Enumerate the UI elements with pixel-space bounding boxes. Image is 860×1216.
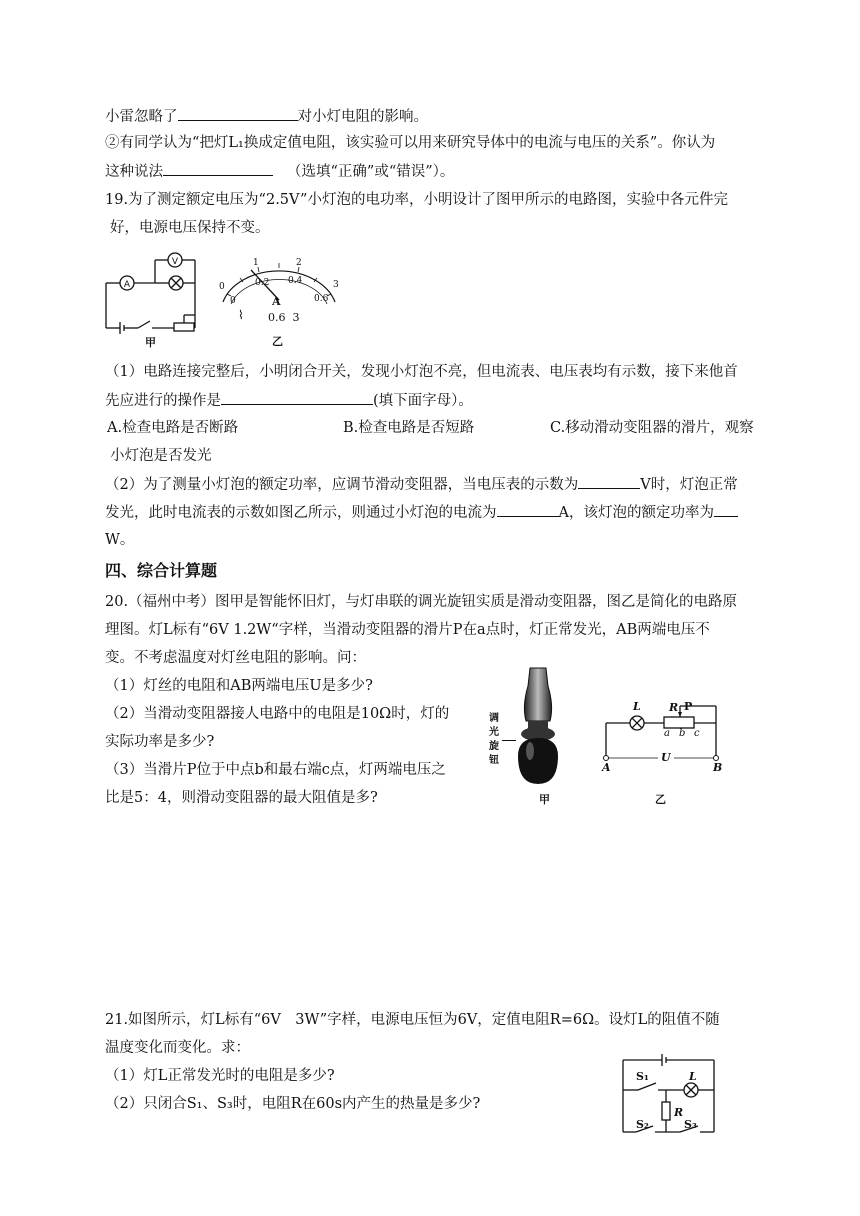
nostalgic-lamp-image <box>508 666 568 791</box>
circuit-label-U: U <box>658 751 674 764</box>
meter-top-2: 2 <box>296 258 302 268</box>
q19-part2-line3: W。 <box>105 532 135 548</box>
q20-fig-b-label: 乙 <box>655 793 666 806</box>
q20-stem-line2: 理图。灯L标有“6V 1.2W“字样，当滑动变阻器的滑片P在a点时，灯正常发光，AB两端电压不 <box>105 622 710 638</box>
circuit-label-c: c <box>694 728 700 739</box>
q21-label-R: R <box>674 1106 684 1119</box>
q19-fig-b-label: 乙 <box>272 335 283 348</box>
answer-blank[interactable] <box>221 390 373 405</box>
knob-label: 调 光 旋 钮 <box>489 713 499 766</box>
svg-text:V: V <box>171 257 179 267</box>
meter-bottom-3: 0.6 <box>314 294 329 304</box>
section-title: 四、综合计算题 <box>105 561 218 580</box>
meter-terminals: 0.6 3 <box>268 311 300 324</box>
q19-part1-line1: （1）电路连接完整后，小明闭合开关，发现小灯泡不亮，但电流表、电压表均有示数，接下来他首 <box>105 364 738 380</box>
circuit-label-a: a <box>664 728 670 739</box>
q21-label-S2: S₂ <box>636 1118 649 1131</box>
circuit-label-B: B <box>713 761 723 774</box>
circuit-label-R: R <box>669 701 679 714</box>
meter-bottom-0: 0 <box>230 296 236 306</box>
q19-stem-line2: 好，电源电压保持不变。 <box>110 220 270 236</box>
q18-line1: 小雷忽略了 对小灯电阻的影响。 <box>105 106 428 127</box>
q21-label-S3: S₃ <box>684 1118 697 1131</box>
answer-blank[interactable] <box>714 502 738 517</box>
q18-line2: ②有同学认为“把灯L₁换成定值电阻，该实验可以用来研究导体中的电流与电压的关系”。你认为 <box>105 135 716 151</box>
q21-circuit-diagram <box>618 1050 723 1142</box>
q20-stem-line1: 20.（福州中考）图甲是智能怀旧灯，与灯串联的调光旋钮实质是滑动变阻器，图乙是简化的电路原 <box>105 594 738 610</box>
q20-part2-a: （2）当滑动变阻器接人电路中的电阻是10Ω时，灯的 <box>105 706 450 722</box>
q19-stem-line1: 19.为了测定额定电压为“2.5V”小灯泡的电功率，小明设计了图甲所示的电路图，实验中各元件完 <box>105 192 728 208</box>
option-a[interactable]: A.检查电路是否断路 <box>107 420 239 436</box>
svg-text:A: A <box>123 280 131 290</box>
q19-part2-line1: （2）为了测量小灯泡的额定功率，应调节滑动变阻器，当电压表的示数为 V时，灯泡正常 <box>105 474 738 495</box>
q18-line3: 这种说法 （选填“正确”或“错误”）。 <box>105 161 454 182</box>
meter-unit: A <box>272 295 281 308</box>
option-c[interactable]: C.移动滑动变阻器的滑片，观察 <box>550 420 754 436</box>
q19-fig-a-label: 甲 <box>145 336 156 349</box>
q19-part2-line2: 发光，此时电流表的示数如图乙所示，则通过小灯泡的电流为 A，该灯泡的额定功率为 <box>105 502 738 523</box>
q19-circuit-diagram <box>100 245 210 345</box>
answer-blank[interactable] <box>178 106 298 121</box>
answer-blank[interactable] <box>163 161 273 176</box>
answer-blank[interactable] <box>578 474 640 489</box>
circuit-label-b: b <box>679 728 686 739</box>
q21-part1: （1）灯L正常发光时的电阻是多少? <box>105 1068 335 1084</box>
meter-top-0: 0 <box>219 282 225 292</box>
answer-blank[interactable] <box>497 502 559 517</box>
circuit-label-L: L <box>633 700 641 713</box>
q19-option-c-cont: 小灯泡是否发光 <box>110 448 212 464</box>
meter-top-1: 1 <box>253 258 259 268</box>
q20-part3-b: 比是5：4，则滑动变阻器的最大阻值是多? <box>105 790 378 806</box>
q19-part1-line2: 先应进行的操作是 (填下面字母）。 <box>105 390 473 411</box>
q20-stem-line3: 变。不考虑温度对灯丝电阻的影响。问： <box>105 650 366 666</box>
circuit-label-P: P <box>684 700 693 713</box>
option-b[interactable]: B.检查电路是否短路 <box>343 420 475 436</box>
q21-label-S1: S₁ <box>636 1070 649 1083</box>
meter-bottom-1: 0.2 <box>255 278 270 288</box>
label-pointer-line <box>502 740 516 741</box>
meter-top-3: 3 <box>333 280 339 290</box>
q21-label-L: L <box>689 1070 697 1083</box>
q20-part3-a: （3）当滑片P位于中点b和最右端c点，灯两端电压之 <box>105 762 446 778</box>
q21-part2: （2）只闭合S₁、S₃时，电阻R在60s内产生的热量是多少? <box>105 1096 481 1112</box>
q20-fig-a-label: 甲 <box>539 793 550 806</box>
q21-stem-line2: 温度变化而变化。求： <box>105 1040 250 1056</box>
circuit-label-A: A <box>602 761 611 774</box>
q21-stem-line1: 21.如图所示，灯L标有“6V 3W”字样，电源电压恒为6V，定值电阻R=6Ω。设灯L的阻值不随 <box>105 1012 720 1028</box>
meter-bottom-2: 0.4 <box>288 276 303 286</box>
q20-part1: （1）灯丝的电阻和AB两端电压U是多少? <box>105 678 373 694</box>
terminal-wire-icon: ⌇ <box>238 308 244 322</box>
q20-part2-b: 实际功率是多少? <box>105 734 215 750</box>
